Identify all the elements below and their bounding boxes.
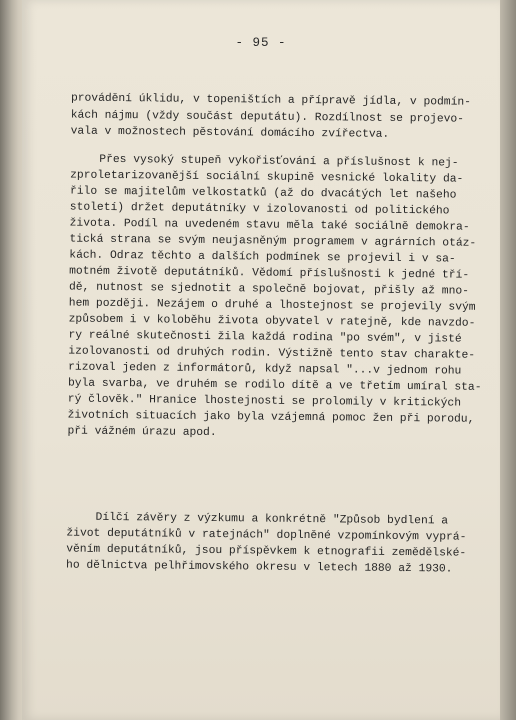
text-line: zproletarizovanější sociální skupině vesnické lokality da-: [70, 169, 464, 186]
text-line: hem později. Nezájem o druhé a lhostejnost se projevily svým: [68, 297, 476, 314]
text-line: řilo se majitelům velkostatků (až do dvacátých let našeho: [69, 185, 457, 202]
text-line: rý člověk." Hranice lhostejnosti se prolomily v kritických: [67, 393, 462, 410]
text-line: byla svarba, ve druhém se rodilo dítě a ve třetím umíral sta-: [67, 377, 482, 394]
text-line: při vážném úrazu apod.: [67, 425, 217, 440]
text-line: život deputátníků v ratejnách" doplněné vzpomínkovým vyprá-: [66, 527, 467, 544]
text-line: provádění úklidu, v topeništích a přípravě jídla, v podmín-: [70, 92, 471, 109]
text-line: motném životě deputátníků. Vědomí příslušnosti k jedné tří-: [69, 265, 470, 282]
text-line: kách nájmu (vždy součást deputátu). Rozdílnost se projevo-: [70, 109, 465, 126]
text-line: kách. Odraz těchto a dalších podmínek se projevil i v sa-: [69, 249, 456, 266]
text-line: způsobem i v koloběhu života obyvatel v ratejně, kde navzdo-: [68, 313, 476, 330]
text-line: izolovanosti od druhých rodin. Výstižně tento stav charakte-: [68, 345, 476, 362]
text-line: tická strana se svým neujasněným programem v agrárních otáz-: [69, 233, 477, 250]
text-line: Přes vysoký stupeň vykořisťování a příslušnost k nej-: [99, 153, 459, 170]
text-line: vala v možnostech pěstování domácího zvířectva.: [70, 125, 390, 141]
text-line: rizoval jeden z informátorů, když napsal "...v jednom rohu: [68, 361, 462, 378]
text-line: života. Podíl na uvedeném stavu měla také sociálně demokra-: [69, 217, 470, 234]
text-line: dě, nutnost se sjednotit a společně bojovat, přišly až mno-: [68, 281, 470, 298]
text-line: ry reálné skutečnosti žila každá rodina "po svém", v jisté: [68, 329, 462, 346]
text-line: životních situacích jako byla vzájemná pomoc žen při porodu,: [67, 409, 475, 426]
text-line: století) držet deputátníky v izolovanosti od politického: [69, 201, 450, 218]
text-line: ho dělnictva pelhřimovského okresu v letech 1880 až 1930.: [66, 559, 453, 576]
text-line: věním deputátníků, jsou příspěvkem k etnografii zemědělské-: [66, 543, 467, 560]
text-line: Dílčí závěry z výzkumu a konkrétně "Způsob bydlení a: [95, 511, 449, 528]
document-page: [22, 0, 500, 720]
page-number: - 95 -: [235, 36, 287, 50]
